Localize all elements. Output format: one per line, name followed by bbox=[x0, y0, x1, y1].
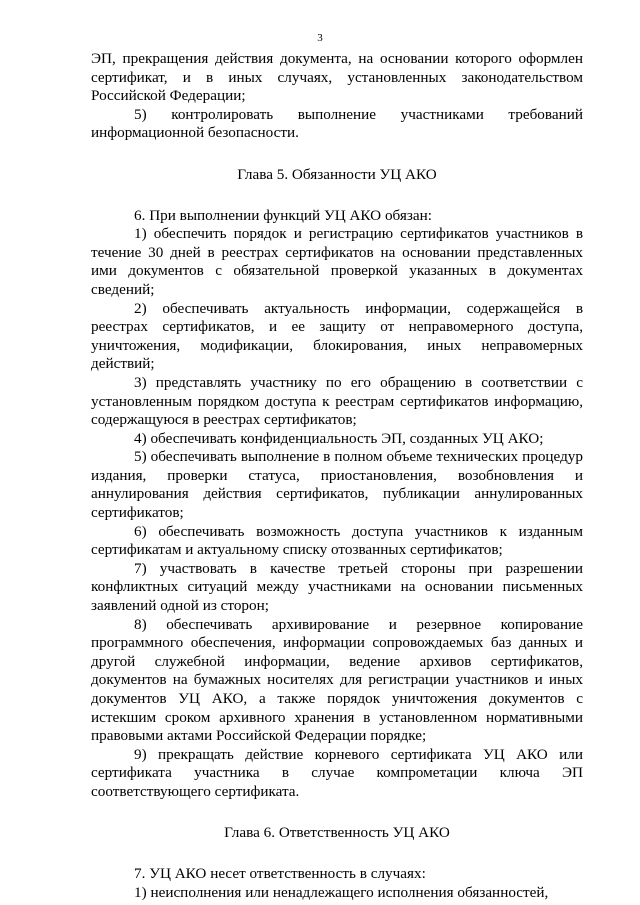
paragraph-6-item-5: 5) обеспечивать выполнение в полном объеме технических процедур издания, проверки статуса, приостановления, возобновления и аннулирования действия сертификатов, публикации аннулированных сертификатов; bbox=[91, 448, 583, 522]
paragraph-6-item-4: 4) обеспечивать конфиденциальность ЭП, созданных УЦ АКО; bbox=[134, 429, 544, 447]
paragraph-7-intro: 7. УЦ АКО несет ответственность в случаях: bbox=[134, 865, 426, 883]
page-number: 3 bbox=[317, 32, 323, 44]
paragraph-continuation: ЭП, прекращения действия документа, на основании которого оформлен сертификат, и в иных случаях, установленных законодательством Российской Федерации; bbox=[91, 50, 583, 105]
chapter-6-heading: Глава 6. Ответственность УЦ АКО bbox=[224, 823, 450, 841]
paragraph-6-item-8: 8) обеспечивать архивирование и резервное копирование программного обеспечения, информации сопровождаемых баз данных и другой служебной информации, ведение архивов сертификатов, документов на бумажных носителях для регистрации участников и иных документов УЦ АКО, а также порядок уничтожения документов с истекшим сроком архивного хранения в установленном нормативными правовыми актами Российской Федерации порядке; bbox=[91, 615, 583, 745]
paragraph-6-item-1: 1) обеспечить порядок и регистрацию сертификатов участников в течение 30 дней в реестрах сертификатов на основании представленных ими документов с обязательной проверкой указанных в документах сведений; bbox=[91, 225, 583, 298]
paragraph-item-5-control: 5) контролировать выполнение участниками требований информационной безопасности. bbox=[91, 105, 583, 142]
paragraph-6-item-7: 7) участвовать в качестве третьей стороны при разрешении конфликтных ситуаций между участниками на основании письменных заявлений одной из сторон; bbox=[91, 559, 583, 615]
paragraph-7-item-1: 1) неисполнения или ненадлежащего исполнения обязанностей, bbox=[134, 883, 549, 901]
paragraph-6-intro: 6. При выполнении функций УЦ АКО обязан: bbox=[134, 206, 432, 224]
paragraph-6-item-9: 9) прекращать действие корневого сертификата УЦ АКО или сертификата участника в случае компрометации ключа ЭП соответствующего сертификата. bbox=[91, 745, 583, 800]
chapter-5-heading: Глава 5. Обязанности УЦ АКО bbox=[237, 165, 437, 183]
paragraph-6-item-6: 6) обеспечивать возможность доступа участников к изданным сертификатам и актуальному списку отозванных сертификатов; bbox=[91, 522, 583, 559]
document-body bbox=[91, 50, 583, 902]
paragraph-6-item-3: 3) представлять участнику по его обращению в соответствии с установленным порядком доступа к реестрам сертификатов информацию, содержащуюся в реестрах сертификатов; bbox=[91, 373, 583, 429]
paragraph-6-item-2: 2) обеспечивать актуальность информации, содержащейся в реестрах сертификатов, и ее защиту от неправомерного доступа, уничтожения, модификации, блокирования, иных неправомерных действий; bbox=[91, 299, 583, 373]
